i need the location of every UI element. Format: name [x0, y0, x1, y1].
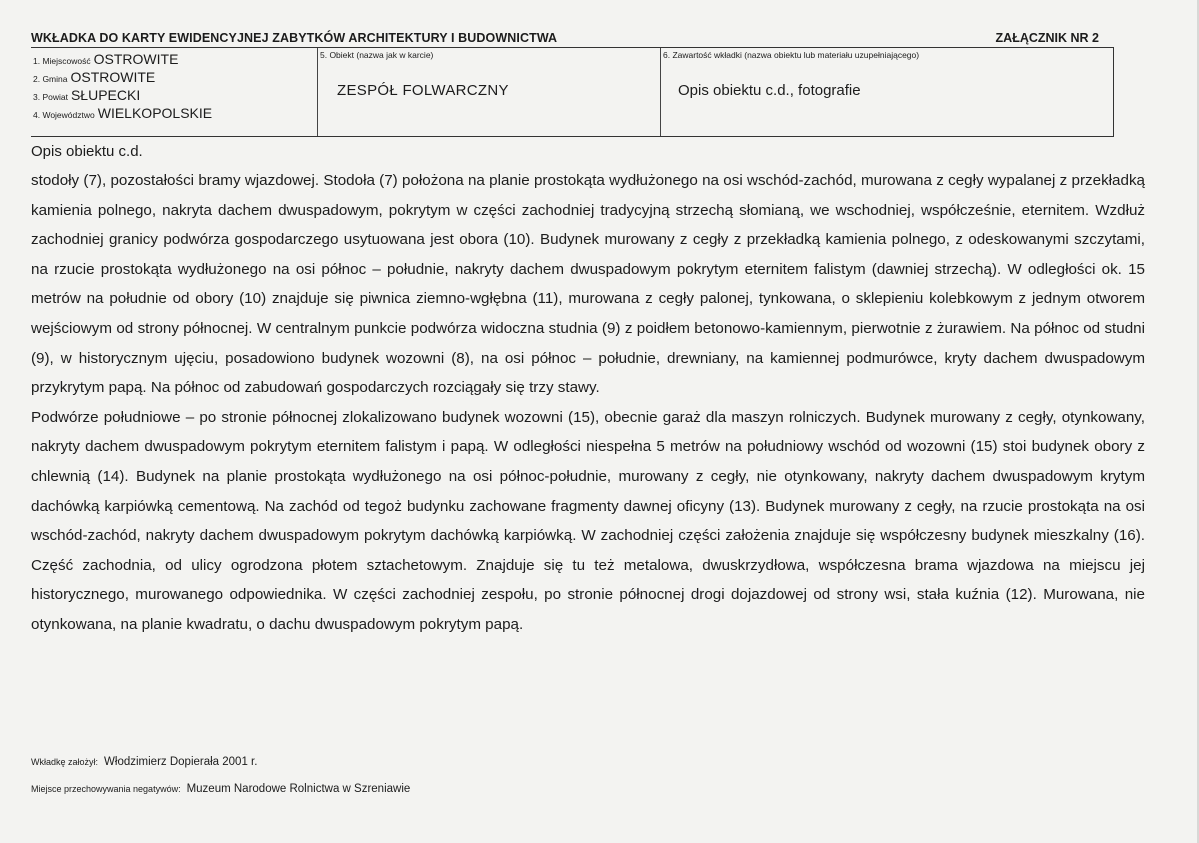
negatives-storage-line [31, 779, 410, 797]
form-header-table [31, 47, 1114, 137]
paragraph: stodoły (7), pozostałości bramy wjazdowej. Stodoła (7) położona na planie prostokąta wydłużonego na osi wschód-zachód, murowana z cegły wypalanej z przekładką kamienia polnego, nakryta dachem dwuspadowym, pokrytym w części zachodniej tradycyjną strzechą słomianą, we wschodniej, współcześnie, eternitem. Wzdłuż zachodniej granicy podwórza gospodarczego usytuowana jest obora (10). Budynek murowany z cegły z przekładką kamienia polnego, z odeskowanymi szczytami, na rzucie prostokąta wydłużonego na osi północ – południe, nakryty dachem dwuspadowym pokrytym eternitem falistym (dawniej strzechą). W odległości ok. 15 metrów na południe od obory (10) znajduje się piwnica ziemno-wgłębna (11), murowana z cegły palonej, tynkowana, o sklepieniu kolebkowym z jednym otworem wejściowym od strony północnej. W centralnym punkcie podwórza widoczna studnia (9) z poidłem betonowo-kamiennym, pierwotnie z żurawiem. Na północ od studni (9), w historycznym ujęciu, posadowiono budynek wozowni (8), na osi północ – południe, drewniany, na kamiennej podmurówce, kryty dachem dwuspadowym przykrytym papą. Na północ od zabudowań gospodarczych rozciągały się trzy stawy. [31, 172, 1145, 397]
storage-label: Miejsce przechowywania negatywów: [31, 784, 181, 794]
object-field [317, 48, 661, 136]
object-name: ZESPÓŁ FOLWARCZNY [337, 82, 509, 99]
field-value: SŁUPECKI [70, 87, 141, 103]
field-wojewodztwo [33, 105, 212, 123]
field-miejscowosc [33, 51, 178, 69]
insert-content-value: Opis obiektu c.d., fotografie [678, 82, 861, 99]
field-label: 4. Województwo [33, 110, 95, 120]
field-gmina [33, 69, 155, 87]
field-powiat [33, 87, 140, 105]
field-value: WIELKOPOLSKIE [97, 105, 213, 121]
field-label: 3. Powiat [33, 92, 68, 102]
form-title: WKŁADKA DO KARTY EWIDENCYJNEJ ZABYTKÓW ARCHITEKTURY I BUDOWNICTWA [31, 31, 558, 45]
field-value: OSTROWITE [93, 51, 179, 67]
field-label: 6. Zawartość wkładki (nazwa obiektu lub materiału uzupełniającego) [663, 50, 920, 60]
author-line [31, 752, 257, 770]
section-title: Opis obiektu c.d. [31, 143, 143, 160]
description-body [31, 166, 1145, 640]
field-label: 1. Miejscowość [33, 56, 91, 66]
annex-number: ZAŁĄCZNIK NR 2 [995, 31, 1099, 45]
location-fields [31, 48, 318, 136]
insert-content-field [660, 48, 1113, 136]
field-value: OSTROWITE [70, 69, 156, 85]
field-label: 5. Obiekt (nazwa jak w karcie) [320, 50, 434, 60]
author-value: Włodzimierz Dopierała 2001 r. [104, 756, 258, 768]
storage-value: Muzeum Narodowe Rolnictwa w Szreniawie [186, 783, 411, 795]
paragraph: Podwórze południowe – po stronie północnej zlokalizowano budynek wozowni (15), obecnie garaż dla maszyn rolniczych. Budynek murowany z cegły, otynkowany, nakryty dachem dwuspadowym pokrytym eternitem falistym i papą. W odległości niespełna 5 metrów na południowy wschód od wozowni (15) stoi budynek obory z chlewnią (14). Budynek na planie prostokąta wydłużonego na osi północ-południe, murowany z cegły, nie otynkowany, nakryty dachem dwuspadowym krytym dachówką karpiówką cementową. Na zachód od tegoż budynku zachowane fragmenty dawnej oficyny (13). Budynek murowany z cegły, na rzucie prostokąta na osi wschód-zachód, nakryty dachem dwuspadowym pokrytym dachówką karpiówką. W zachodniej części założenia znajduje się współczesny budynek mieszkalny (16). Część zachodnia, od ulicy ogrodzona płotem sztachetowym. Znajduje się tu też metalowa, dwuskrzydłowa, współczesna brama wjazdowa na miejscu jej historycznego, murowanego odpowiednika. W części zachodniej zespołu, po stronie północnej drogi dojazdowej od strony wsi, stała kuźnia (12). Murowana, nie otynkowana, na planie kwadratu, o dachu dwuspadowym pokrytym papą. [31, 408, 1145, 633]
field-label: 2. Gmina [33, 74, 68, 84]
author-label: Wkładkę założył: [31, 757, 99, 767]
